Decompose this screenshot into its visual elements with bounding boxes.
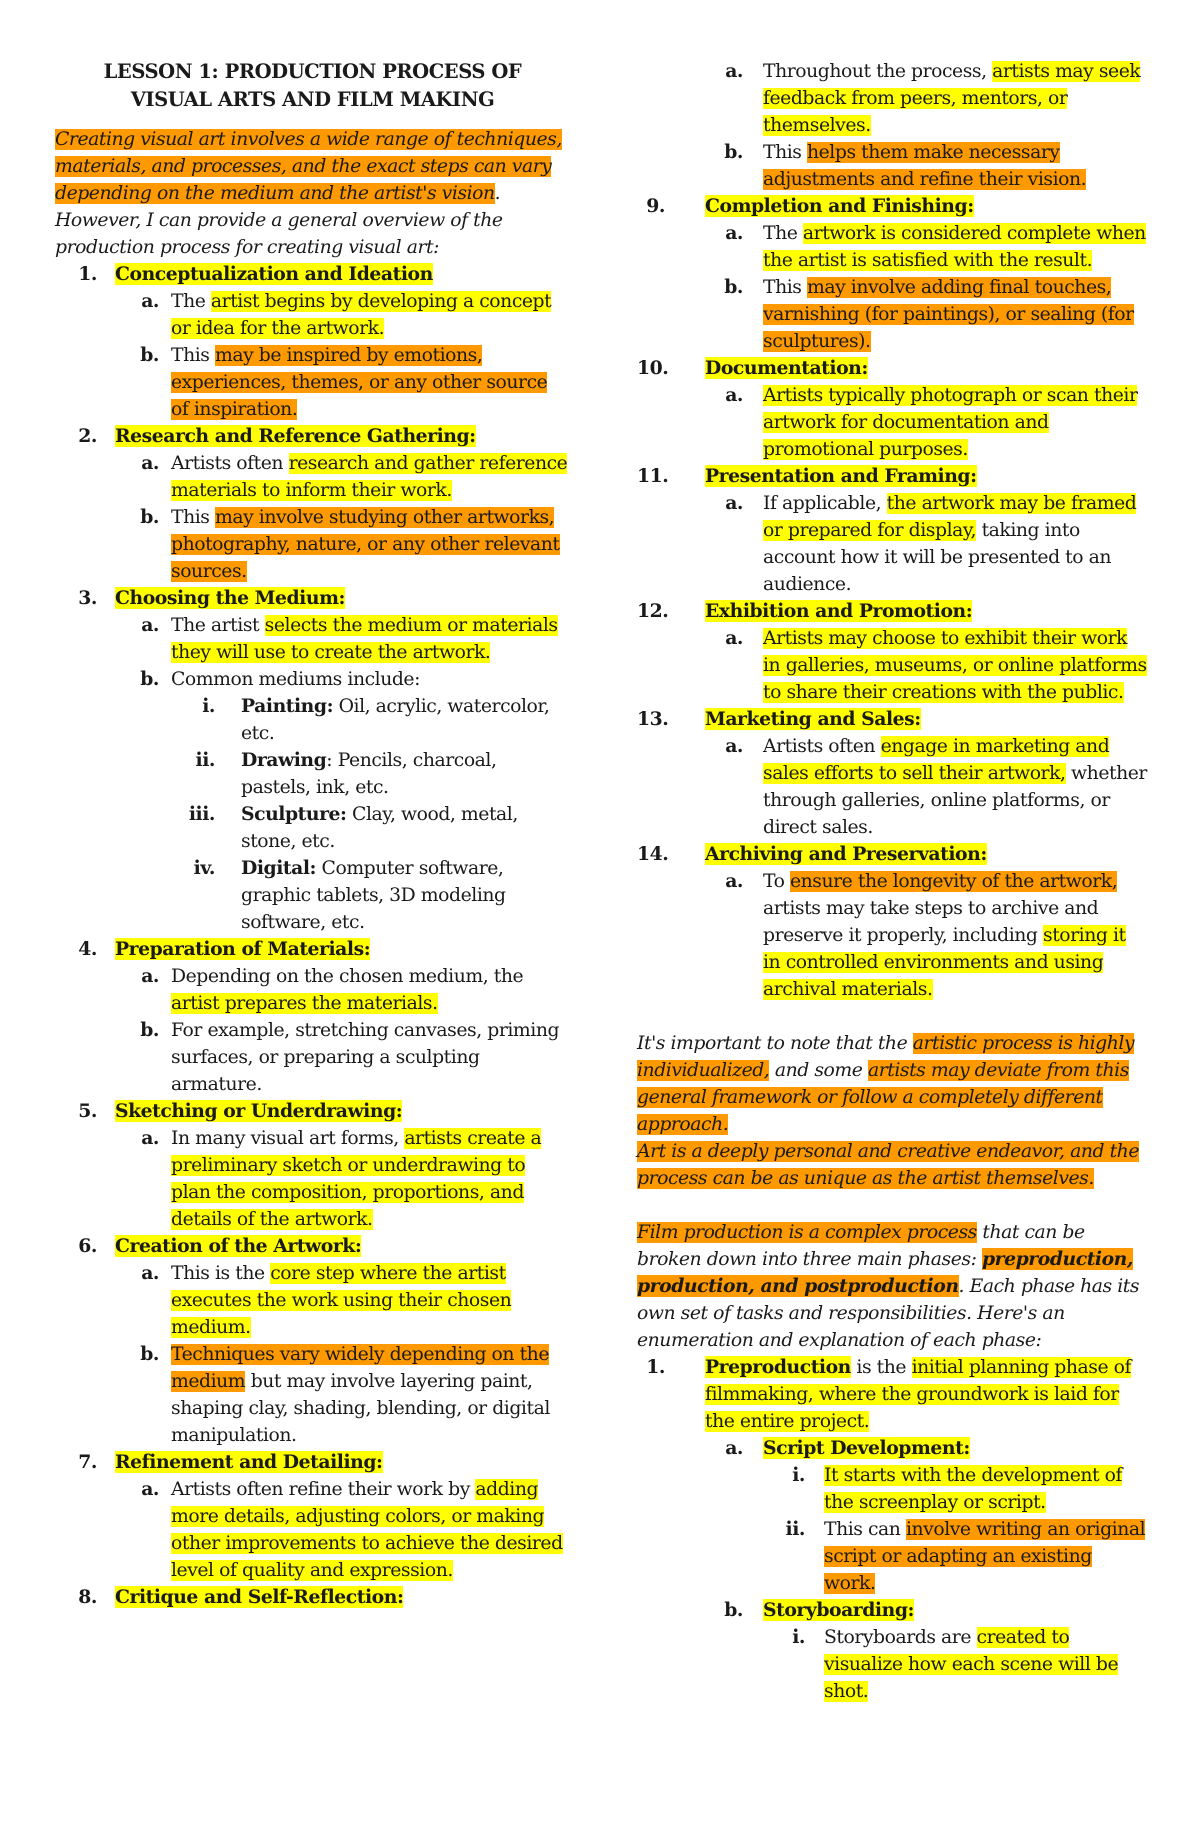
- intro-paragraph: [55, 126, 570, 261]
- script-development-heading: a. Script Development:: [725, 1437, 970, 1459]
- step-4-heading: 4. Preparation of Materials:: [78, 938, 371, 960]
- step-6-heading: 6. Creation of the Artwork:: [78, 1235, 362, 1257]
- step-5-item-a: a. In many visual art forms, artists create a preliminary sketch or underdrawing to plan the composition, proportions, and details of the artwork.: [141, 1127, 542, 1230]
- step-9-heading: 9. Completion and Finishing:: [646, 195, 974, 217]
- step-6-item-b: b. Techniques vary widely depending on the medium but may involve layering paint, shaping clay, shading, blending, or digital manipulation.: [140, 1343, 550, 1446]
- note-paragraph: It's important to note that the artistic process is highly individualized, and some artists may deviate from this general framework or follow a completely different approach. Art is a deeply personal and creative endeavor, and the process can be as unique as the artist themselves.: [637, 1033, 1139, 1189]
- step-2-item-b: b. This may involve studying other artworks, photography, nature, or any other relevant sources.: [140, 506, 560, 582]
- step-8-item-a: a. Throughout the process, artists may seek feedback from peers, mentors, or themselves.: [725, 60, 1141, 136]
- step-1-item-b: b. This may be inspired by emotions, experiences, themes, or any other source of inspiration.: [140, 344, 548, 420]
- phase-1-preproduction: 1. Preproduction is the initial planning phase of filmmaking, where the groundwork is laid for the entire project.: [646, 1356, 1132, 1432]
- title-line-2: VISUAL ARTS AND FILM MAKING: [130, 88, 495, 111]
- step-8-heading: 8. Critique and Self-Reflection:: [78, 1586, 404, 1608]
- step-6-item-a: a. This is the core step where the artist executes the work using their chosen medium.: [141, 1262, 512, 1338]
- step-9-item-a: a. The artwork is considered complete when the artist is satisfied with the result.: [725, 222, 1146, 271]
- lesson-title: [55, 58, 570, 114]
- storyboarding-item-i: i. Storyboards are created to visualize how each scene will be shot.: [792, 1626, 1119, 1702]
- step-9-item-b: b. This may involve adding final touches, varnishing (for paintings), or sealing (for sculptures).: [724, 276, 1134, 352]
- step-1-item-a: a. The artist begins by developing a concept or idea for the artwork.: [141, 290, 552, 339]
- step-13-heading: 13. Marketing and Sales:: [637, 708, 921, 730]
- right-column: [637, 58, 1147, 1705]
- storyboarding-heading: b. Storyboarding:: [724, 1599, 914, 1621]
- script-development-item-ii: ii. This can involve writing an original script or adapting an existing work.: [785, 1518, 1146, 1594]
- script-development-item-i: i. It starts with the development of the screenplay or script.: [792, 1464, 1123, 1513]
- spacer: [637, 1192, 1147, 1219]
- medium-sculpture: iii. Sculpture: Clay, wood, metal, stone, etc.: [188, 803, 518, 852]
- title-line-1: LESSON 1: PRODUCTION PROCESS OF: [103, 60, 522, 83]
- step-8-item-b: b. This helps them make necessary adjustments and refine their vision.: [724, 141, 1087, 190]
- medium-digital: iv. Digital: Computer software, graphic tablets, 3D modeling software, etc.: [193, 857, 506, 933]
- medium-painting: i. Painting: Oil, acrylic, watercolor, etc.: [202, 695, 550, 744]
- intro-highlight: Creating visual art involves a wide range of techniques, materials, and processes, and the exact steps can vary depending on the medium and the artist's vision: [55, 129, 562, 204]
- film-intro-paragraph: Film production is a complex process that can be broken down into three main phases: preproduction, production, and postproduction. Each phase has its own set of tasks and responsibilities. Here's an enumeration and explanation of each phase:: [637, 1222, 1140, 1351]
- step-10-heading: 10. Documentation:: [637, 357, 868, 379]
- step-5-heading: 5. Sketching or Underdrawing:: [78, 1100, 403, 1122]
- left-column: [55, 58, 570, 1611]
- step-4-item-a: a. Depending on the chosen medium, the artist prepares the materials.: [141, 965, 524, 1014]
- step-13-item-a: a. Artists often engage in marketing and sales efforts to sell their artwork, whether through galleries, online platforms, or direct sales.: [725, 735, 1147, 838]
- step-7-heading: 7. Refinement and Detailing:: [78, 1451, 383, 1473]
- step-12-item-a: a. Artists may choose to exhibit their work in galleries, museums, or online platforms to share their creations with the public.: [725, 627, 1147, 703]
- step-4-item-b: b. For example, stretching canvases, priming surfaces, or preparing a sculpting armature.: [140, 1019, 560, 1095]
- step-3-heading: 3. Choosing the Medium:: [78, 587, 345, 609]
- step-10-item-a: a. Artists typically photograph or scan their artwork for documentation and promotional purposes.: [725, 384, 1138, 460]
- step-7-item-a: a. Artists often refine their work by adding more details, adjusting colors, or making other improvements to achieve the desired level of quality and expression.: [141, 1478, 563, 1581]
- step-2-item-a: a. Artists often research and gather reference materials to inform their work.: [141, 452, 568, 501]
- step-3-item-b: b. Common mediums include:: [140, 668, 420, 690]
- step-2-heading: 2. Research and Reference Gathering:: [78, 425, 476, 447]
- spacer: [637, 1003, 1147, 1030]
- step-14-heading: 14. Archiving and Preservation:: [637, 843, 987, 865]
- intro-rest: . However, I can provide a general overview of the production process for creating visual art:: [55, 183, 503, 258]
- medium-drawing: ii. Drawing: Pencils, charcoal, pastels, ink, etc.: [195, 749, 497, 798]
- step-1-heading: 1. Conceptualization and Ideation: [78, 263, 433, 285]
- step-11-item-a: a. If applicable, the artwork may be framed or prepared for display, taking into account how it will be presented to an audience.: [725, 492, 1137, 595]
- step-11-heading: 11. Presentation and Framing:: [637, 465, 977, 487]
- step-14-item-a: a. To ensure the longevity of the artwork, artists may take steps to archive and preserve it properly, including storing it in controlled environments and using archival materials.: [725, 870, 1126, 1000]
- step-12-heading: 12. Exhibition and Promotion:: [637, 600, 973, 622]
- step-3-item-a: a. The artist selects the medium or materials they will use to create the artwork.: [141, 614, 558, 663]
